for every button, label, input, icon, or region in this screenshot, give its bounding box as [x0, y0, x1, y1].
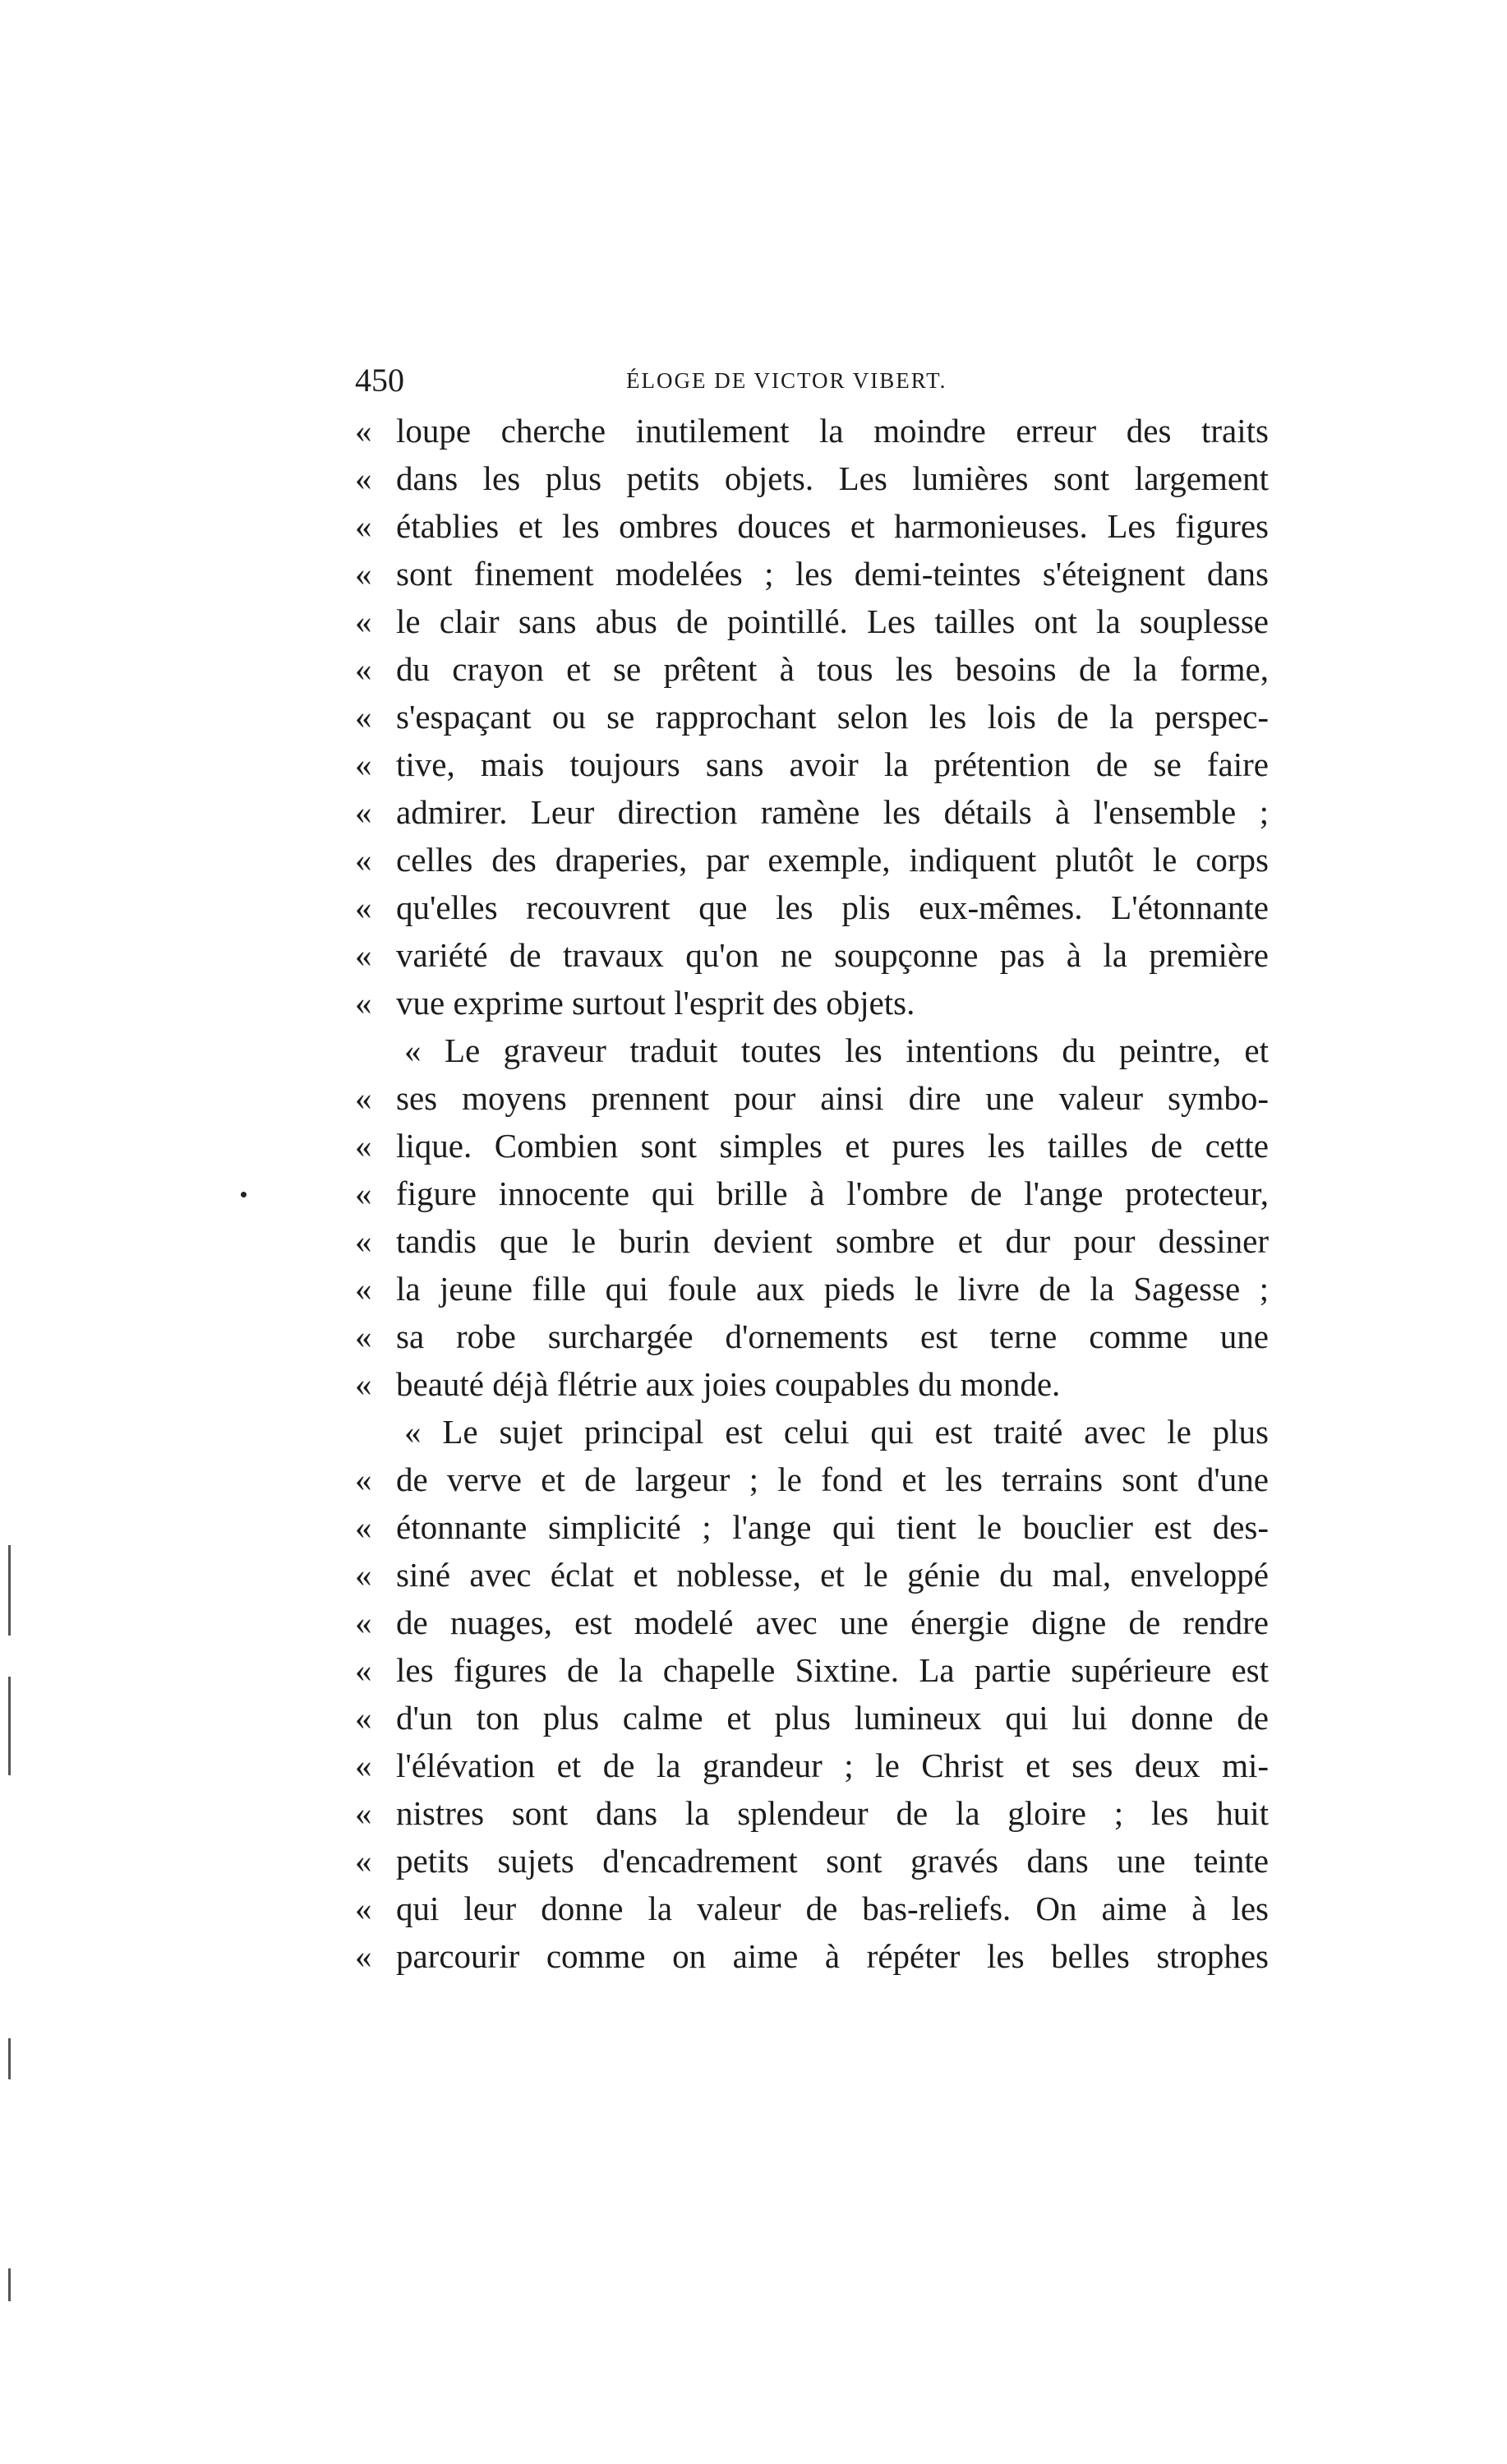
guillemet-mark: «	[355, 1222, 372, 1260]
guillemet-mark: «	[355, 1460, 372, 1498]
text-line	[355, 502, 1269, 550]
guillemet-mark: «	[355, 1794, 372, 1832]
line-text: figure innocente qui brille à l'ombre de l'ange protecteur,	[396, 1174, 1269, 1212]
text-line	[355, 455, 1269, 502]
line-text: tive, mais toujours sans avoir la prétention de se faire	[396, 745, 1269, 783]
line-text: la jeune fille qui foule aux pieds le livre de la Sagesse ;	[396, 1270, 1269, 1308]
line-text: le clair sans abus de pointillé. Les tailles ont la souplesse	[396, 602, 1269, 640]
guillemet-mark: «	[355, 1890, 372, 1927]
line-text: dans les plus petits objets. Les lumières sont largement	[396, 459, 1269, 497]
line-text: de nuages, est modelé avec une énergie digne de rendre	[396, 1603, 1269, 1641]
guillemet-mark: «	[355, 602, 372, 640]
line-text: tandis que le burin devient sombre et dur pour dessiner	[396, 1222, 1269, 1260]
line-text: étonnante simplicité ; l'ange qui tient le bouclier est des-	[396, 1508, 1269, 1546]
guillemet-mark: «	[355, 1508, 372, 1546]
line-text: les figures de la chapelle Sixtine. La partie supérieure est	[396, 1651, 1269, 1689]
margin-scan-mark	[8, 1545, 11, 1636]
text-line	[355, 788, 1269, 836]
running-title: ÉLOGE DE VICTOR VIBERT.	[626, 368, 947, 393]
text-line	[355, 1837, 1269, 1885]
text-line	[355, 1885, 1269, 1932]
line-text: sa robe surchargée d'ornements est terne comme une	[396, 1317, 1269, 1355]
line-text: établies et les ombres douces et harmonieuses. Les figures	[396, 507, 1269, 545]
text-line	[355, 1742, 1269, 1789]
guillemet-mark: «	[355, 555, 372, 593]
line-text: l'élévation et de la grandeur ; le Christ et ses deux mi-	[396, 1746, 1269, 1784]
text-line	[355, 1408, 1269, 1456]
guillemet-mark: «	[355, 984, 372, 1022]
text-line	[355, 1789, 1269, 1837]
guillemet-mark: «	[355, 793, 372, 831]
margin-scan-mark	[8, 1677, 11, 1775]
line-text: petits sujets d'encadrement sont gravés dans une teinte	[396, 1842, 1269, 1880]
text-line	[355, 1360, 1269, 1408]
guillemet-mark: «	[355, 1079, 372, 1117]
line-text: loupe cherche inutilement la moindre erreur des traits	[396, 412, 1269, 450]
guillemet-mark: «	[355, 459, 372, 497]
text-line	[355, 979, 1269, 1027]
line-text: « Le graveur traduit toutes les intentions du peintre, et	[404, 1031, 1269, 1069]
text-line	[355, 1599, 1269, 1646]
line-text: lique. Combien sont simples et pures les tailles de cette	[396, 1127, 1269, 1165]
guillemet-mark: «	[355, 1365, 372, 1403]
text-line	[355, 550, 1269, 598]
line-text: admirer. Leur direction ramène les détails à l'ensemble ;	[396, 793, 1269, 831]
line-text: vue exprime surtout l'esprit des objets.	[396, 984, 915, 1022]
text-line	[355, 407, 1269, 455]
guillemet-mark: «	[355, 1651, 372, 1689]
guillemet-mark: «	[355, 507, 372, 545]
text-line	[355, 1313, 1269, 1360]
guillemet-mark: «	[355, 888, 372, 926]
line-text: beauté déjà flétrie aux joies coupables du monde.	[396, 1365, 1061, 1403]
text-line	[355, 741, 1269, 788]
text-line	[355, 884, 1269, 931]
guillemet-mark: «	[355, 1270, 372, 1308]
text-line	[355, 1170, 1269, 1217]
line-text: de verve et de largeur ; le fond et les terrains sont d'une	[396, 1460, 1269, 1498]
line-text: ses moyens prennent pour ainsi dire une valeur symbo-	[396, 1079, 1269, 1117]
guillemet-mark: «	[355, 1842, 372, 1880]
text-line	[355, 1217, 1269, 1265]
text-line	[355, 1122, 1269, 1170]
text-line	[355, 598, 1269, 645]
line-text: nistres sont dans la splendeur de la gloire ; les huit	[396, 1794, 1269, 1832]
guillemet-mark: «	[355, 841, 372, 879]
margin-scan-mark	[8, 2038, 11, 2079]
text-line	[355, 1027, 1269, 1074]
guillemet-mark: «	[355, 1556, 372, 1594]
guillemet-mark: «	[355, 1937, 372, 1975]
line-text: celles des draperies, par exemple, indiquent plutôt le corps	[396, 841, 1269, 879]
text-line	[355, 645, 1269, 693]
text-line	[355, 1503, 1269, 1551]
text-line	[355, 1551, 1269, 1599]
guillemet-mark: «	[355, 745, 372, 783]
line-text: d'un ton plus calme et plus lumineux qui lui donne de	[396, 1699, 1269, 1737]
line-text: du crayon et se prêtent à tous les besoins de la forme,	[396, 650, 1269, 688]
page-header	[355, 360, 1269, 401]
line-text: siné avec éclat et noblesse, et le génie du mal, enveloppé	[396, 1556, 1269, 1594]
guillemet-mark: «	[355, 1746, 372, 1784]
text-line	[355, 836, 1269, 884]
text-line	[355, 1265, 1269, 1313]
margin-ink-dot	[241, 1192, 247, 1197]
text-line	[355, 1456, 1269, 1503]
line-text: qui leur donne la valeur de bas-reliefs. On aime à les	[396, 1890, 1269, 1927]
line-text: s'espaçant ou se rapprochant selon les lois de la perspec-	[396, 698, 1269, 736]
text-line	[355, 1074, 1269, 1122]
guillemet-mark: «	[355, 650, 372, 688]
guillemet-mark: «	[355, 1317, 372, 1355]
line-text: sont finement modelées ; les demi-teintes s'éteignent dans	[396, 555, 1269, 593]
guillemet-mark: «	[355, 1603, 372, 1641]
body-text	[355, 407, 1269, 1980]
text-line	[355, 1646, 1269, 1694]
text-line	[355, 1932, 1269, 1980]
line-text: variété de travaux qu'on ne soupçonne pas à la première	[396, 936, 1269, 974]
guillemet-mark: «	[355, 1699, 372, 1737]
text-line	[355, 693, 1269, 741]
text-line	[355, 931, 1269, 979]
guillemet-mark: «	[355, 1174, 372, 1212]
margin-scan-mark	[8, 2268, 11, 2301]
line-text: qu'elles recouvrent que les plis eux-mêmes. L'étonnante	[396, 888, 1269, 926]
guillemet-mark: «	[355, 1127, 372, 1165]
guillemet-mark: «	[355, 936, 372, 974]
text-line	[355, 1694, 1269, 1742]
line-text: « Le sujet principal est celui qui est traité avec le plus	[404, 1413, 1269, 1451]
guillemet-mark: «	[355, 412, 372, 450]
guillemet-mark: «	[355, 698, 372, 736]
page-number: 450	[355, 362, 404, 399]
line-text: parcourir comme on aime à répéter les belles strophes	[396, 1937, 1269, 1975]
